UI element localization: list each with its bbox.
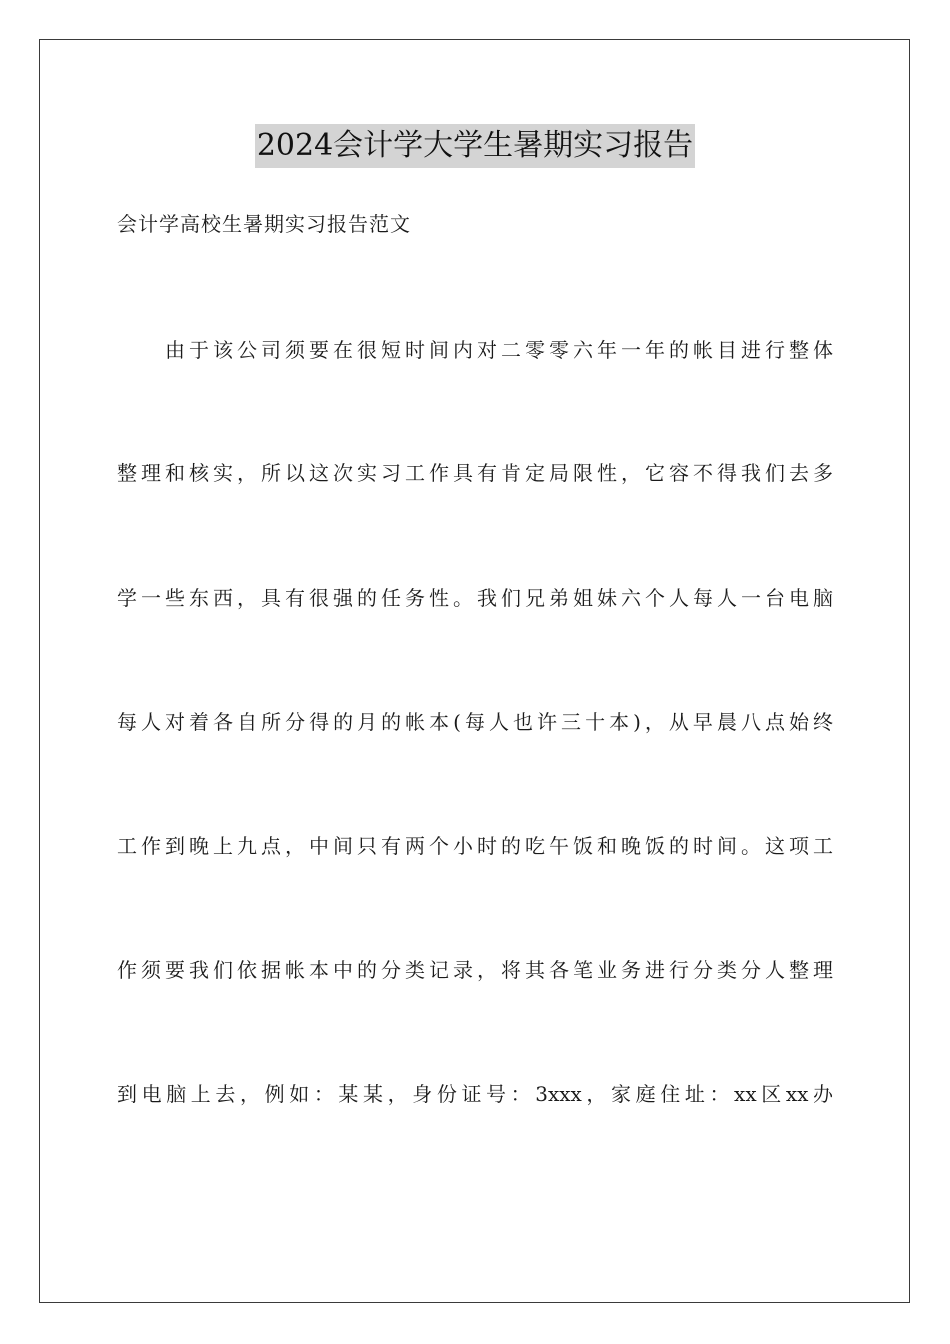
paragraph-line: 工作到晚上九点，中间只有两个小时的吃午饭和晚饭的时间。这项工 — [117, 834, 833, 858]
paragraph-line: 由于该公司须要在很短时间内对二零零六年一年的帐目进行整体 — [165, 338, 833, 362]
paragraph-line: 每人对着各自所分得的月的帐本(每人也许三十本)，从早晨八点始终 — [117, 710, 833, 734]
paragraph-line: 整理和核实，所以这次实习工作具有肯定局限性，它容不得我们去多 — [117, 461, 833, 485]
paragraph-line: 到电脑上去，例如：某某，身份证号：3xxx，家庭住址：xx区xx办 — [117, 1082, 833, 1106]
document-title: 2024会计学大学生暑期实习报告 — [255, 124, 695, 168]
document-subtitle: 会计学高校生暑期实习报告范文 — [117, 212, 411, 236]
title-container — [0, 124, 950, 168]
paragraph-line: 学一些东西，具有很强的任务性。我们兄弟姐妹六个人每人一台电脑 — [117, 586, 833, 610]
paragraph-line: 作须要我们依据帐本中的分类记录，将其各笔业务进行分类分人整理 — [117, 958, 833, 982]
